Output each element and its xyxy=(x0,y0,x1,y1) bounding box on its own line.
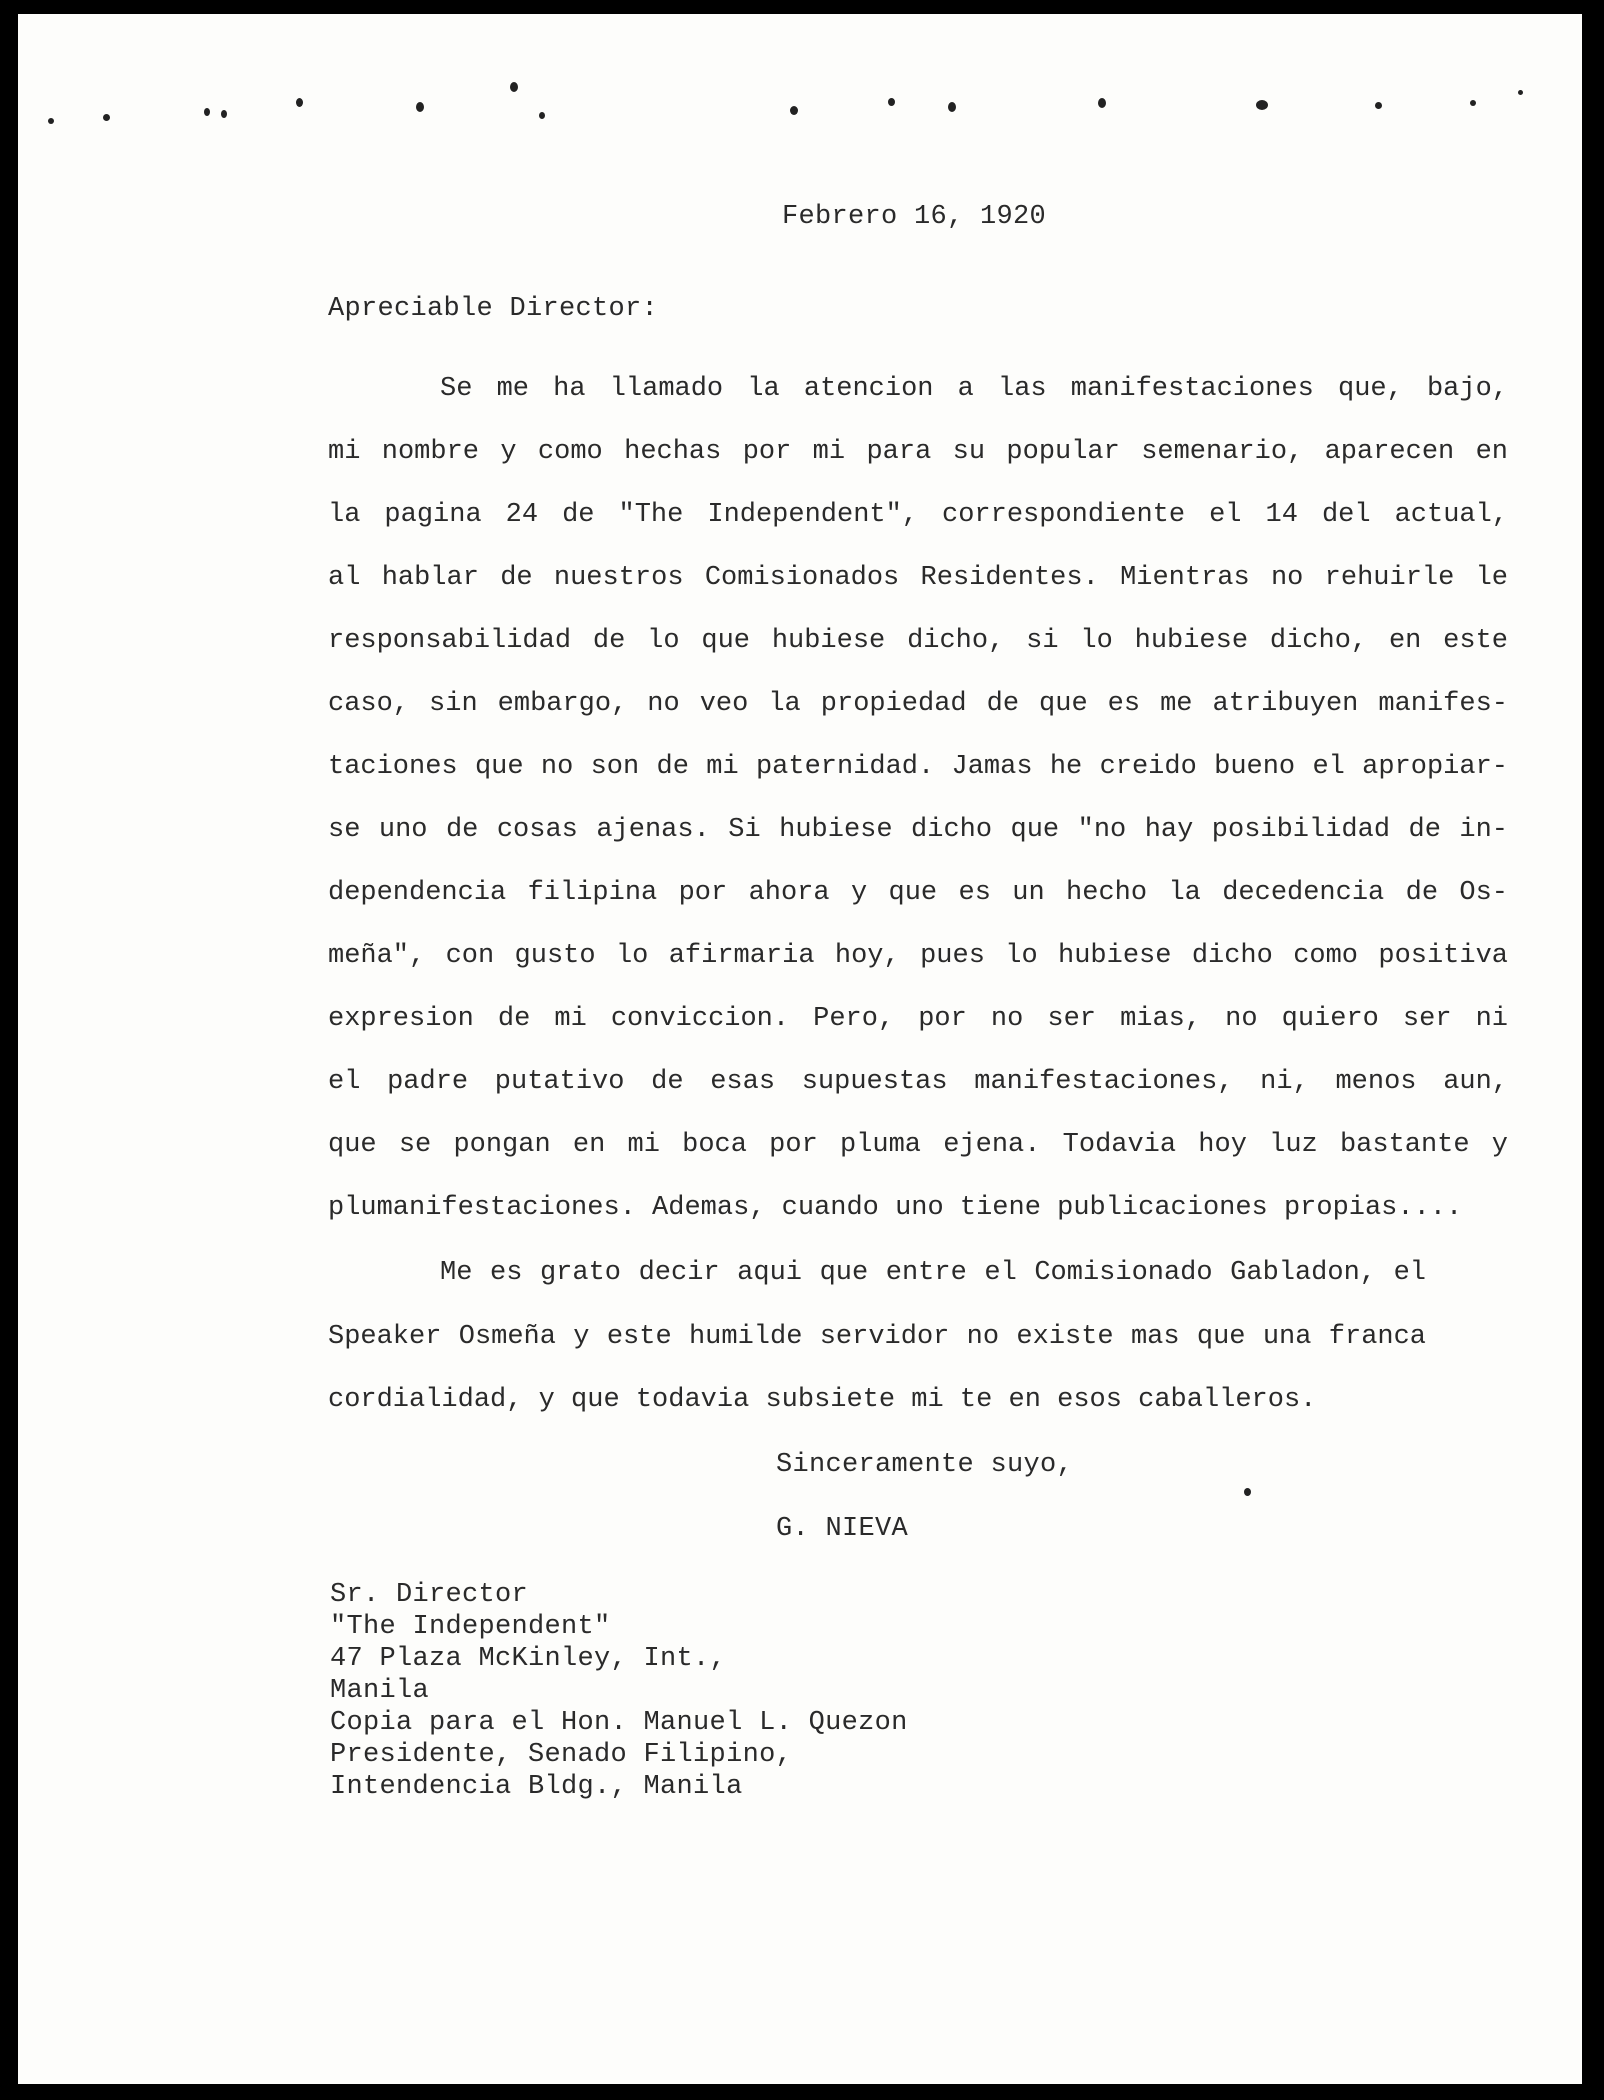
body-line: meña", con gusto lo afirmaria hoy, pues lo hubiese dicho como positiva xyxy=(328,941,1508,971)
address-line: Copia para el Hon. Manuel L. Quezon xyxy=(330,1708,908,1738)
signature: G. NIEVA xyxy=(776,1514,909,1544)
body-line: plumanifestaciones. Ademas, cuando uno tiene publicaciones propias.... xyxy=(328,1193,1463,1223)
letter-page xyxy=(18,14,1582,2084)
body-line: taciones que no son de mi paternidad. Jamas he creido bueno el apropiar- xyxy=(328,752,1508,782)
body-line: Se me ha llamado la atencion a las manifestaciones que, bajo, xyxy=(440,374,1508,404)
body-line: Me es grato decir aqui que entre el Comisionado Gabladon, el xyxy=(440,1258,1426,1288)
body-line: el padre putativo de esas supuestas manifestaciones, ni, menos aun, xyxy=(328,1067,1508,1097)
body-line: responsabilidad de lo que hubiese dicho, si lo hubiese dicho, en este xyxy=(328,626,1508,656)
body-line: la pagina 24 de "The Independent", correspondiente el 14 del actual, xyxy=(328,500,1508,530)
body-line: se uno de cosas ajenas. Si hubiese dicho que "no hay posibilidad de in- xyxy=(328,815,1508,845)
body-line: que se pongan en mi boca por pluma ejena. Todavia hoy luz bastante y xyxy=(328,1130,1508,1160)
address-line: Presidente, Senado Filipino, xyxy=(330,1740,793,1770)
body-line: dependencia filipina por ahora y que es un hecho la decedencia de Os- xyxy=(328,878,1508,908)
address-line: "The Independent" xyxy=(330,1612,611,1642)
body-line: caso, sin embargo, no veo la propiedad de que es me atribuyen manifes- xyxy=(328,689,1508,719)
scan-specks xyxy=(18,14,1582,214)
closing: Sinceramente suyo, xyxy=(776,1450,1074,1480)
address-line: Manila xyxy=(330,1676,430,1706)
body-line: Speaker Osmeña y este humilde servidor no existe mas que una franca xyxy=(328,1322,1426,1352)
address-line: Sr. Director xyxy=(330,1580,529,1610)
body-line: al hablar de nuestros Comisionados Residentes. Mientras no rehuirle le xyxy=(328,563,1508,593)
address-line: 47 Plaza McKinley, Int., xyxy=(330,1644,727,1674)
letter-date: Febrero 16, 1920 xyxy=(782,202,1047,232)
body-line: expresion de mi conviccion. Pero, por no ser mias, no quiero ser ni xyxy=(328,1004,1508,1034)
body-line: cordialidad, y que todavia subsiete mi te en esos caballeros. xyxy=(328,1385,1317,1415)
salutation: Apreciable Director: xyxy=(328,294,659,324)
body-line: mi nombre y como hechas por mi para su popular semenario, aparecen en xyxy=(328,437,1508,467)
address-line: Intendencia Bldg., Manila xyxy=(330,1772,743,1802)
ink-speck xyxy=(1244,1488,1251,1496)
